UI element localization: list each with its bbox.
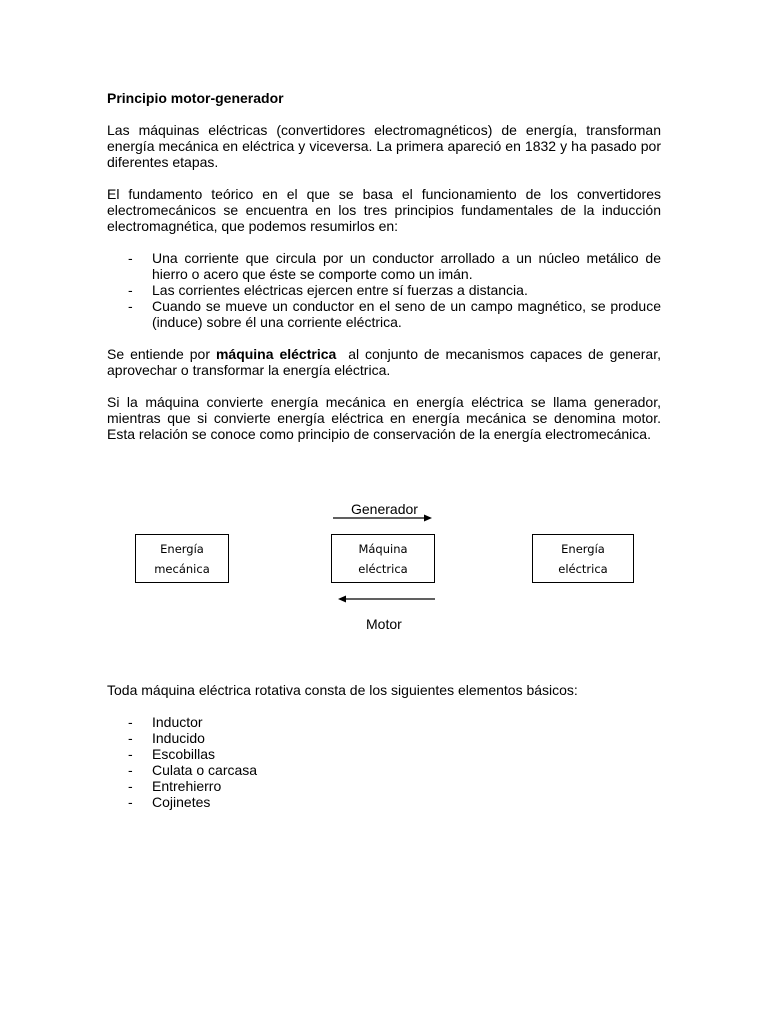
paragraph-elements-intro: Toda máquina eléctrica rotativa consta de los siguientes elementos básicos:: [107, 682, 578, 698]
box-line: eléctrica: [358, 561, 408, 576]
dash-bullet: -: [128, 730, 133, 746]
list-item-text: Escobillas: [152, 746, 216, 762]
motor-label: Motor: [366, 616, 402, 632]
box-line: mecánica: [154, 561, 210, 576]
list-item-text: Entrehierro: [152, 778, 222, 794]
list-item-text: Las corrientes eléctricas ejercen entre sí fuerzas a distancia.: [152, 282, 528, 298]
dash-bullet: -: [128, 762, 133, 778]
elements-section: [107, 682, 661, 826]
list-item-text: Cojinetes: [152, 794, 211, 810]
generator-arrow: [333, 515, 432, 522]
list-item: [107, 778, 661, 794]
box-line: Máquina: [358, 541, 408, 556]
document-body: [107, 90, 665, 458]
document-title: Principio motor-generador: [107, 90, 284, 106]
list-item-text: Cuando se mueve un conductor en el seno de un campo magnético, se produce (induce) sobre él una corriente eléctrica.: [152, 298, 661, 330]
list-item-text: Inductor: [152, 714, 203, 730]
definition-post: al conjunto de mecanismos capaces de generar, aprovechar o transformar la energía eléctrica.: [107, 346, 665, 378]
box-electric-machine: [331, 534, 435, 583]
list-item-text: Una corriente que circula por un conductor arrollado a un núcleo metálico de hierro o acero que éste se comporte como un imán.: [152, 250, 661, 282]
dash-bullet: -: [128, 794, 133, 810]
list-item-text: Culata o carcasa: [152, 762, 258, 778]
motor-arrow: [338, 596, 435, 603]
elements-list: [107, 714, 661, 810]
dash-bullet: -: [128, 714, 133, 730]
definition-pre: Se entiende por: [107, 346, 216, 362]
list-item: [107, 298, 661, 330]
paragraph-fundamentals: El fundamento teórico en el que se basa el funcionamiento de los convertidores electromecánicos se encuentra en los tres principios fundamentales de la inducción electromagnética, que podemos resumirlos en:: [107, 186, 661, 234]
definition-term: máquina eléctrica: [215, 346, 337, 362]
principles-list: [107, 250, 661, 330]
list-item: [107, 746, 661, 762]
list-item-text: Inducido: [152, 730, 205, 746]
list-item: [107, 794, 661, 810]
paragraph-definition: [107, 346, 665, 378]
dash-bullet: -: [128, 282, 133, 298]
box-line: Energía: [160, 541, 204, 556]
box-mechanical-energy: [135, 534, 229, 583]
list-item: [107, 730, 661, 746]
paragraph-conversion: Si la máquina convierte energía mecánica en energía eléctrica se llama generador, mientras que si convierte energía eléctrica en energía mecánica se denomina motor. Esta relación se conoce como principio de conservación de la energía electromecánica.: [107, 394, 661, 442]
dash-bullet: -: [128, 250, 133, 266]
list-item: [107, 762, 661, 778]
list-item: [107, 714, 661, 730]
dash-bullet: -: [128, 298, 133, 314]
dash-bullet: -: [128, 746, 133, 762]
paragraph-intro: Las máquinas eléctricas (convertidores electromagnéticos) de energía, transforman energía mecánica en eléctrica y viceversa. La primera apareció en 1832 y ha pasado por diferentes etapas.: [107, 122, 661, 170]
box-line: Energía: [561, 541, 605, 556]
generator-label: Generador: [351, 501, 418, 517]
dash-bullet: -: [128, 778, 133, 794]
list-item: [107, 250, 661, 282]
box-line: eléctrica: [558, 561, 608, 576]
list-item: [107, 282, 661, 298]
box-electrical-energy: [532, 534, 634, 583]
